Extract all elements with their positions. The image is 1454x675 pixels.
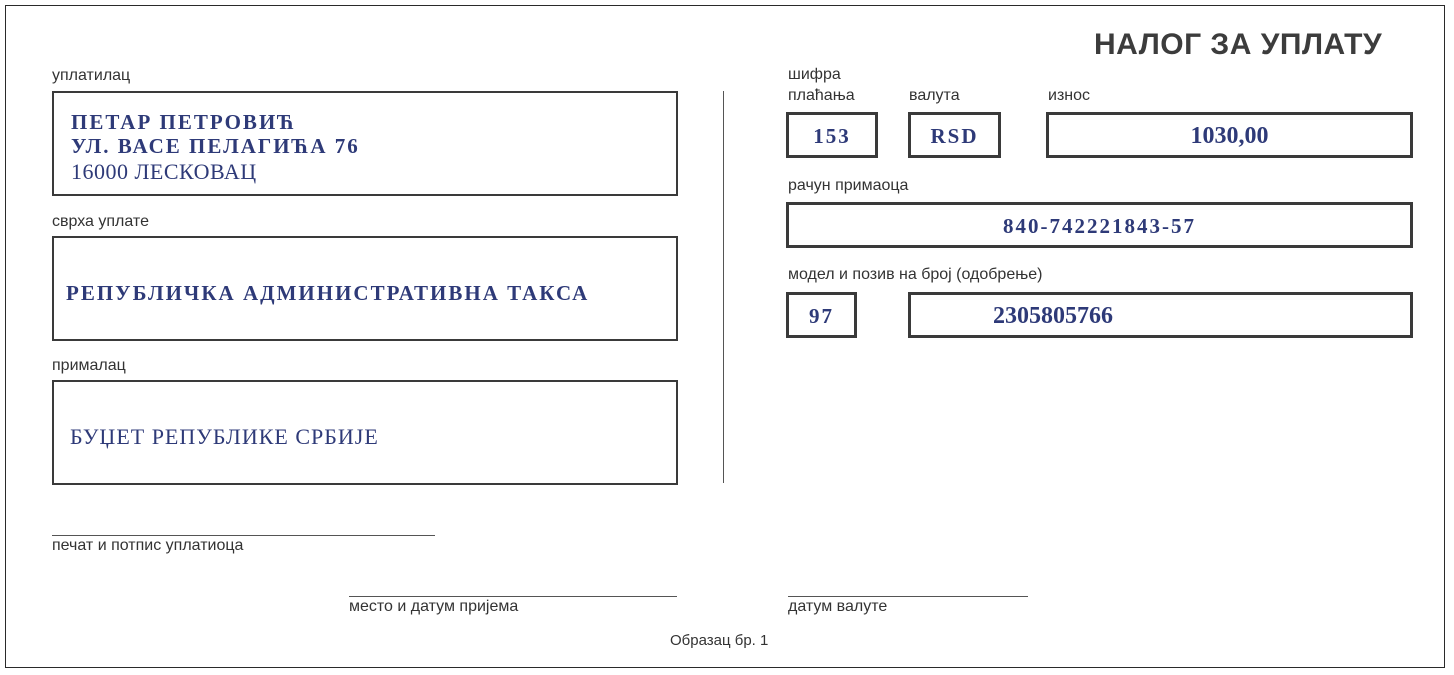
reference-number-value: 2305805766 bbox=[993, 303, 1113, 329]
recipient-value: БУЏЕТ РЕПУБЛИКЕ СРБИЈЕ bbox=[70, 424, 379, 449]
reference-model-field[interactable] bbox=[786, 292, 857, 338]
column-divider bbox=[723, 91, 724, 483]
reference-label: модел и позив на број (одобрење) bbox=[788, 266, 1043, 283]
recipient-account-label: рачун примаоца bbox=[788, 177, 909, 194]
purpose-value: РЕПУБЛИЧКА АДМИНИСТРАТИВНА ТАКСА bbox=[66, 281, 590, 305]
payer-city: 16000 ЛЕСКОВАЦ bbox=[71, 159, 257, 184]
payer-name: ПЕТАР ПЕТРОВИЋ bbox=[71, 110, 297, 134]
currency-label: валута bbox=[909, 87, 960, 104]
payment-code-field[interactable] bbox=[786, 112, 878, 158]
purpose-label: сврха уплате bbox=[52, 213, 149, 230]
amount-label: износ bbox=[1048, 87, 1091, 104]
payer-signature-label: печат и потпис уплатиоца bbox=[52, 537, 244, 554]
reference-number-field[interactable] bbox=[908, 292, 1413, 338]
amount-field[interactable] bbox=[1046, 112, 1413, 158]
form-number: Образац бр. 1 bbox=[670, 632, 769, 649]
reference-model-value: 97 bbox=[809, 304, 834, 328]
payer-label: уплатилац bbox=[52, 67, 131, 84]
place-date-line bbox=[349, 596, 677, 597]
form-title: НАЛОГ ЗА УПЛАТУ bbox=[1094, 28, 1383, 61]
payment-code-value: 153 bbox=[813, 124, 851, 148]
value-date-label: датум валуте bbox=[788, 598, 888, 615]
recipient-label: прималац bbox=[52, 357, 126, 374]
payment-code-label-line2: плаћања bbox=[788, 87, 855, 104]
payment-code-label-line1: шифра bbox=[788, 66, 841, 83]
currency-value: RSD bbox=[930, 124, 979, 148]
recipient-account-value: 840-742221843-57 bbox=[1003, 214, 1196, 238]
purpose-field[interactable] bbox=[52, 236, 678, 341]
payer-field[interactable] bbox=[52, 91, 678, 196]
value-date-line bbox=[788, 596, 1028, 597]
payment-order-form bbox=[5, 5, 1445, 668]
place-date-label: место и датум пријема bbox=[349, 598, 519, 615]
payer-address: УЛ. ВАСЕ ПЕЛАГИЋА 76 bbox=[71, 134, 360, 158]
amount-value: 1030,00 bbox=[1190, 123, 1269, 149]
currency-field[interactable] bbox=[908, 112, 1001, 158]
payer-signature-line bbox=[52, 535, 435, 536]
recipient-field[interactable] bbox=[52, 380, 678, 485]
recipient-account-field[interactable] bbox=[786, 202, 1413, 248]
